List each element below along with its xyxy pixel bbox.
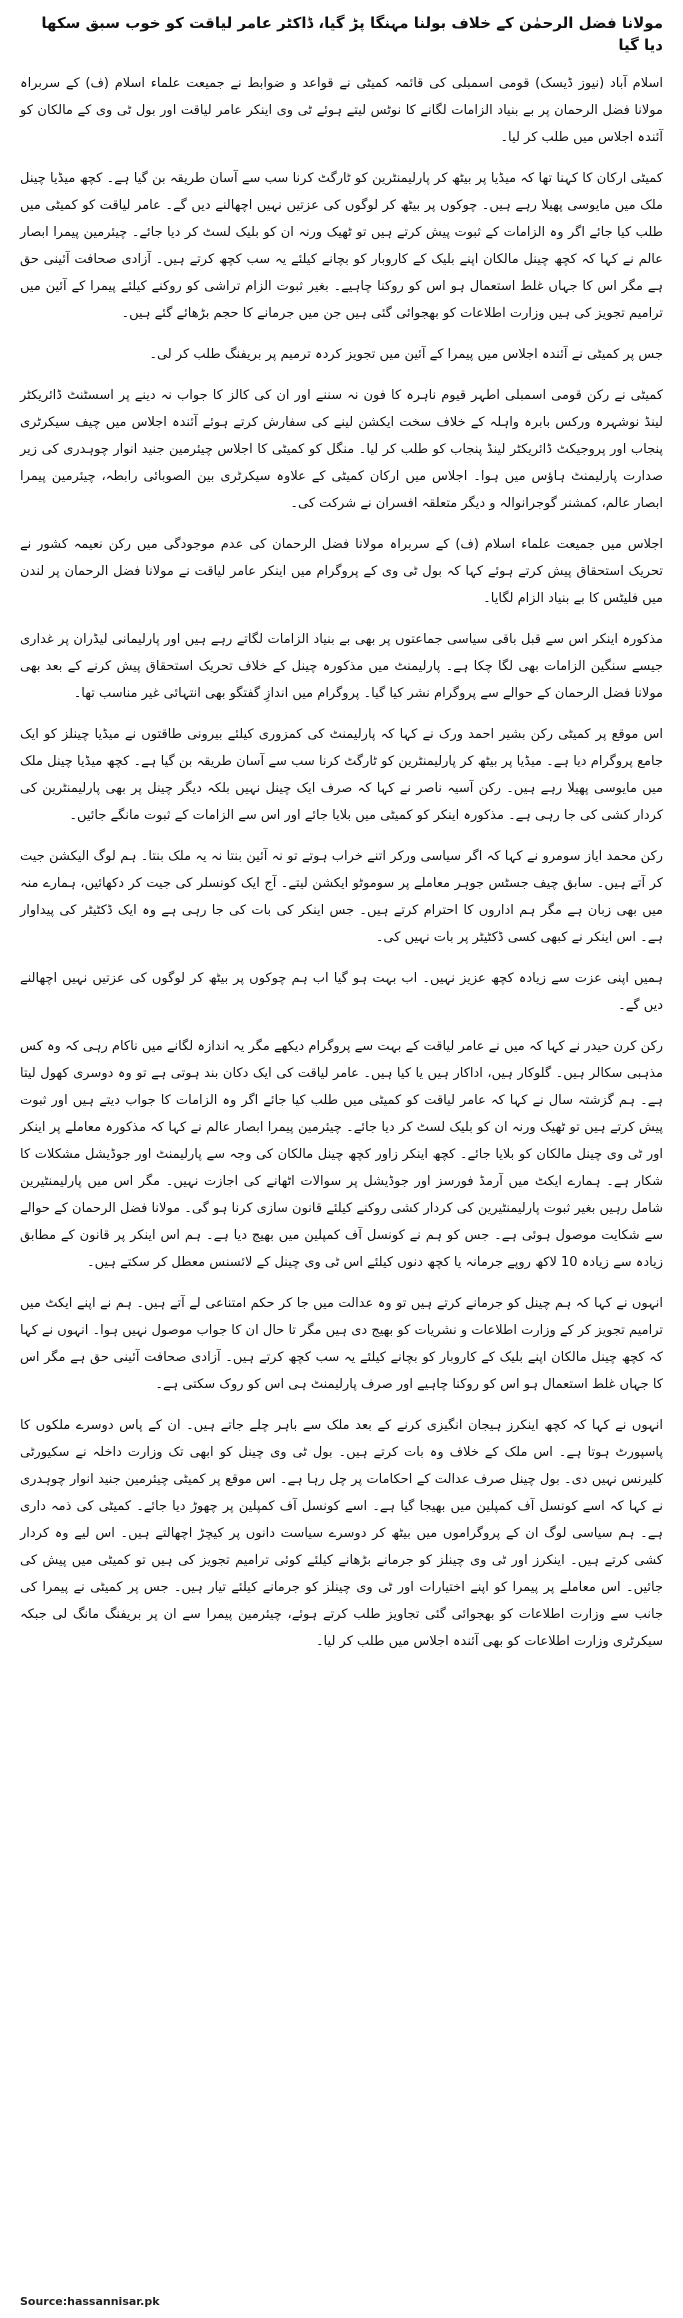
article-paragraph: کمیٹی نے رکن قومی اسمبلی اطہر قیوم ناہرہ کا فون نہ سننے اور ان کی کالز کا جواب نہ دینے پر اسسٹنٹ ڈائریکٹر لینڈ نوشہرہ ورکس بابرہ واہلہ کے خلاف سخت ایکشن لینے کی سفارش کرتے ہوئے آئندہ اجلاس میں چیف سیکرٹری پنجاب اور پروجیکٹ ڈائریکٹر لینڈ پنجاب کو طلب کر لیا۔ منگل کو کمیٹی کا اجلاس چیئرمین جنید انوار چوہدری کی زیر صدارت پارلیمنٹ ہاؤس میں ہوا۔ اجلاس میں ارکان کمیٹی کے علاوہ سیکرٹری بین الصوبائی رابطہ، چیئرمین پیمرا ابصار عالم، کمشنر گوجرانوالہ و دیگر متعلقہ افسران نے شرکت کی۔: [20, 388, 663, 511]
article-paragraph: جس پر کمیٹی نے آئندہ اجلاس میں پیمرا کے آئین میں تجویز کردہ ترمیم پر بریفنگ طلب کر لی۔: [149, 347, 663, 362]
article-body: [20, 70, 663, 1655]
article-headline: مولانا فضل الرحمٰن کے خلاف بولنا مہنگا پڑ گیا، ڈاکٹر عامر لیاقت کو خوب سبق سکھا دیا گیا: [41, 14, 663, 54]
article-paragraph: رکن محمد ایاز سومرو نے کہا کہ اگر سیاسی ورکر اتنے خراب ہوتے تو نہ آئین بنتا نہ یہ ملک بنتا۔ ہم لوگ الیکشن جیت کر آتے ہیں۔ سابق چیف جسٹس جوہر معاملے پر سوموٹو ایکشن لیتے۔ آج ایک کونسلر کی جیت کر دکھائیں، ہمارے منہ میں بھی زبان ہے مگر ہم اداروں کا احترام کرتے ہیں۔ جس اینکر کی بات کی جا رہی ہے وہ ایک ڈکٹیٹر کی پیداوار ہے۔ اس اینکر نے کبھی کسی ڈکٹیٹر پر بات نہیں کی۔: [20, 849, 663, 945]
article-paragraph: رکن کرن حیدر نے کہا کہ میں نے عامر لیاقت کے بہت سے پروگرام دیکھے مگر یہ اندازہ لگانے میں ناکام رہی کہ وہ کس مذہبی سکالر ہیں۔ گلوکار ہیں، اداکار ہیں یا کیا ہیں۔ عامر لیاقت کی ایک دکان بند ہوتی ہے تو وہ دوسری کھول لیتا ہے۔ ہم گزشتہ سال نے کہا کہ عامر لیاقت کو کمیٹی میں طلب کیا جائے اگر وہ الزامات کا جواب دیتے ہیں اور ثبوت پیش کرتے ہیں تو ٹھیک ورنہ ان کو بلیک لسٹ کر دیا جائے۔ چیئرمین پیمرا ابصار عالم نے کہا کہ مذکورہ معاملے پر اینکر اور ٹی وی چینل مالکان کو بلایا جائے۔ کچھ اینکر زاور کچھ چینل مالکان کی وجہ سے پارلیمنٹ اور جوڈیشل مشکلات کا شکار ہے۔ ہمارے ایکٹ میں آرمڈ فورسز اور جوڈیشل پر سوالات اٹھانے کی اجازت نہیں۔ مگر اس میں پارلیمنٹیرین شامل رہیں بغیر ثبوت پارلیمنٹیرین کی کردار کشی روکنے کیلئے قانون سازی کرنا ہو گی۔ مولانا فضل الرحمان کے حوالے سے شکایت موصول ہوئی ہے۔ جس کو ہم نے کونسل آف کمپلین میں بھیج دیا ہے۔ ہم اس اینکر پر قانون کے مطابق زیادہ سے زیادہ 10 لاکھ روپے جرمانہ یا کچھ دنوں کیلئے اس ٹی وی چینل کے لائسنس معطل کر سکتے ہیں۔: [20, 1039, 663, 1270]
article-paragraph: ہمیں اپنی عزت سے زیادہ کچھ عزیز نہیں۔ اب بہت ہو گیا اب ہم چوکوں پر بیٹھ کر لوگوں کی عزتیں نہیں اچھالنے دیں گے۔: [20, 971, 663, 1013]
article-paragraph: اسلام آباد (نیوز ڈیسک) قومی اسمبلی کی قائمہ کمیٹی نے قواعد و ضوابط نے جمیعت علماء اسلام (ف) کے سربراہ مولانا فضل الرحمان پر بے بنیاد الزامات لگانے کا نوٹس لیتے ہوئے ٹی وی اینکر عامر لیاقت اور بول ٹی وی کے مالکان کو آئندہ اجلاس میں طلب کر لیا۔: [20, 76, 663, 145]
article-paragraph: انہوں نے کہا کہ کچھ اینکرز ہیجان انگیزی کرنے کے بعد ملک سے باہر چلے جاتے ہیں۔ ان کے پاس دوسرے ملکوں کا پاسپورٹ ہوتا ہے۔ اس ملک کے خلاف وہ بات کرتے ہیں۔ بول ٹی وی چینل کو ابھی تک وزارت داخلہ نے سکیورٹی کلیرنس نہیں دی۔ بول چینل صرف عدالت کے احکامات پر چل رہا ہے۔ اس موقع پر کمیٹی چیئرمین جنید انوار چوہدری نے کہا کہ اسے کونسل آف کمپلین میں بھیجا گیا ہے۔ اسے کونسل آف کمپلین پر چھوڑ دیا جائے۔ کمیٹی کی ذمہ داری ہے۔ ہم سیاسی لوگ ان کے پروگراموں میں بیٹھ کر دوسرے سیاست دانوں پر کیچڑ اچھالتے ہیں۔ اس لیے وہ کردار کشی کرتے ہیں۔ اینکرز اور ٹی وی چینلز کو جرمانے بڑھانے کیلئے کوئی ترامیم تجویز کی ہیں تو کمیٹی میں پیش کی جائیں۔ اس معاملے پر پیمرا کو اپنے اختیارات اور ٹی وی چینلز کو جرمانے کیلئے تیار ہیں۔ جس پر کمیٹی نے پیمرا کی جانب سے وزارت اطلاعات کو بھجوائی گئی تجاویز طلب کرتے ہوئے، چیئرمین پیمرا سے ان پر بریفنگ مانگ لی جبکہ سیکرٹری وزارت اطلاعات کو بھی آئندہ اجلاس میں طلب کر لیا۔: [20, 1418, 663, 1649]
article-paragraph: اس موقع پر کمیٹی رکن بشیر احمد ورک نے کہا کہ پارلیمنٹ کی کمزوری کیلئے بیرونی طاقتوں نے میڈیا چینلز کو ایک جامع پروگرام دیا ہے۔ میڈیا پر بیٹھ کر پارلیمنٹرین کو ٹارگٹ کرنا سب سے آسان طریقہ بن گیا ہے۔ کچھ میڈیا چینل ملک میں مایوسی پھیلا رہے ہیں۔ رکن آسیہ ناصر نے کہا کہ صرف ایک چینل نہیں بلکہ دیگر چینل پر بھی پارلیمنٹرین کی کردار کشی کی جا رہی ہے۔ مذکورہ اینکر کو کمیٹی میں بلایا جائے اور اس سے الزامات کے ثبوت مانگے جائیں۔: [20, 727, 663, 823]
source-credit: Source:hassannisar.pk: [20, 2295, 160, 2308]
article-paragraph: مذکورہ اینکر اس سے قبل باقی سیاسی جماعتوں پر بھی بے بنیاد الزامات لگاتے رہے ہیں اور پارلیمانی لیڈران پر غداری جیسے سنگین الزامات بھی لگا چکا ہے۔ پارلیمنٹ میں مذکورہ چینل کے خلاف تحریک استحقاق پیش کرنے کے بعد بھی مولانا فضل الرحمان کے حوالے سے پروگرام نشر کیا گیا۔ پروگرام میں اندازِ گفتگو بھی انتہائی غیر مناسب تھا۔: [20, 632, 663, 701]
article-paragraph: کمیٹی ارکان کا کہنا تھا کہ میڈیا پر بیٹھ کر پارلیمنٹرین کو ٹارگٹ کرنا سب سے آسان طریقہ بن گیا ہے۔ کچھ میڈیا چینل ملک میں مایوسی پھیلا رہے ہیں۔ چوکوں پر بیٹھ کر لوگوں کی عزتیں نہیں اچھالنے دیں گے۔ عامر لیاقت کو کمیٹی میں طلب کیا جائے اگر وہ الزامات کے ثبوت پیش کرتے ہیں تو ٹھیک ورنہ ان کو بلیک لسٹ کر دیا جائے۔ چیئرمین پیمرا ابصار عالم نے کہا کہ کچھ چینل مالکان اپنے بلیک کے کاروبار کو بچانے کیلئے یہ سب کچھ کرتے ہیں۔ آزادی صحافت آئینی حق ہے مگر اس کا جہاں غلط استعمال ہو اس کو روکنا چاہیے۔ بغیر ثبوت الزام تراشی کو روکنے کیلئے پیمرا کے آئین میں ترامیم تجویز کی ہیں وزارت اطلاعات کو بھجوائی گئی ہیں جن میں جرمانے کا حجم بڑھائے گئے ہیں۔: [20, 171, 663, 321]
article-paragraph: اجلاس میں جمیعت علماء اسلام (ف) کے سربراہ مولانا فضل الرحمان کی عدم موجودگی میں رکن نعیمہ کشور نے تحریک استحقاق پیش کرتے ہوئے کہا کہ بول ٹی وی کے پروگرام میں اینکر عامر لیاقت نے مولانا فضل الرحمان پر لندن میں فلیٹس کا بے بنیاد الزام لگایا۔: [20, 537, 663, 606]
article-paragraph: انہوں نے کہا کہ ہم چینل کو جرمانے کرتے ہیں تو وہ عدالت میں جا کر حکم امتناعی لے آتے ہیں۔ ہم نے اپنے ایکٹ میں ترامیم تجویز کر کے وزارت اطلاعات و نشریات کو بھیج دی ہیں مگر تا حال ان کا جواب موصول نہیں ہوا۔ انہوں نے کہا کہ کچھ چینل مالکان اپنے بلیک کے کاروبار کو بچانے کیلئے یہ سب کچھ کرتے ہیں۔ آزادی صحافت آئینی حق ہے مگر اس کا جہاں غلط استعمال ہو اس کو روکنا چاہیے اور صرف پارلیمنٹ ہی اس کو روک سکتی ہے۔: [20, 1296, 663, 1392]
